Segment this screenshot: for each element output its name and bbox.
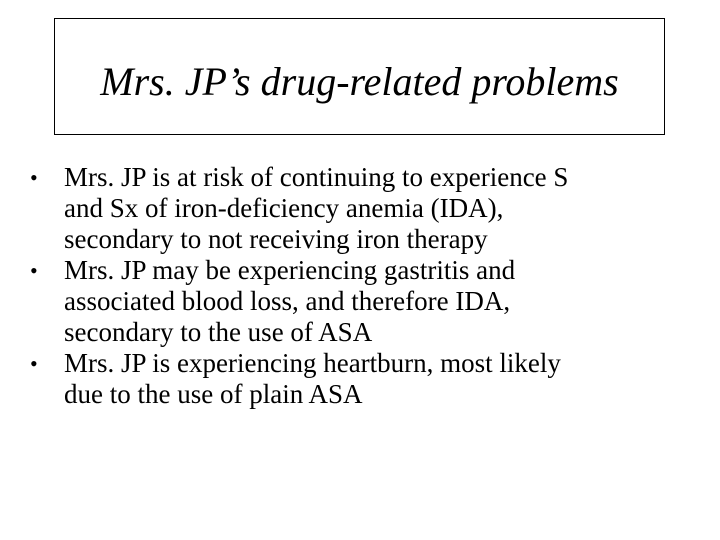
slide-title: Mrs. JP’s drug-related problems xyxy=(100,58,619,104)
bullet-list xyxy=(30,162,710,410)
bullet-text-line: secondary to not receiving iron therapy xyxy=(64,224,488,254)
bullet-item xyxy=(30,348,710,410)
bullet-text-line: due to the use of plain ASA xyxy=(64,379,363,409)
bullet-dot-icon: • xyxy=(30,165,38,190)
bullet-text-line: secondary to the use of ASA xyxy=(64,317,373,347)
bullet-text-line: Mrs. JP is at risk of continuing to experience S xyxy=(64,162,569,192)
bullet-dot-icon: • xyxy=(30,258,38,283)
bullet-text-line: Mrs. JP may be experiencing gastritis and xyxy=(64,255,516,285)
bullet-text-line: Mrs. JP is experiencing heartburn, most likely xyxy=(64,348,561,378)
bullet-dot-icon: • xyxy=(30,351,38,376)
bullet-text-line: and Sx of iron-deficiency anemia (IDA), xyxy=(64,193,504,223)
bullet-item xyxy=(30,162,710,255)
bullet-item xyxy=(30,255,710,348)
bullet-text-line: associated blood loss, and therefore IDA, xyxy=(64,286,511,316)
title-box xyxy=(54,18,665,135)
